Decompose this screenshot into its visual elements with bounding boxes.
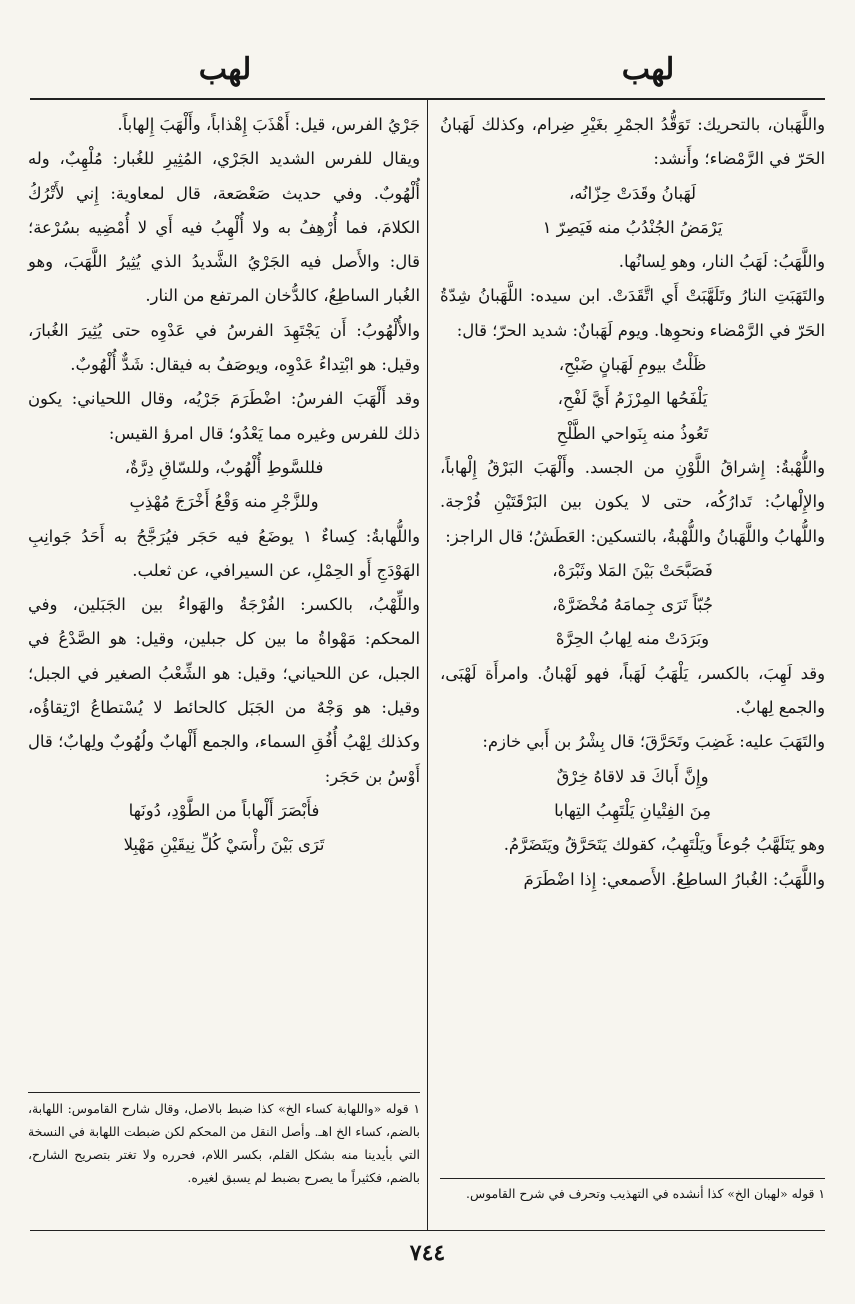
poetry-verse (440, 760, 825, 829)
header-word-right: لهب (621, 52, 675, 87)
verse-line: تَعُوذُ منه بِنَواحي الطَّلْحِ (556, 423, 709, 443)
entry-paragraph: ويقال للفرس الشديد الجَرْي، المُثِيرِ للغُبار: مُلْهِبٌ، وله أُلْهُوبٌ. وفي حديث صَعْصَعة، قال لمعاوية: إِني لأَتْرُكُ الكلامَ، فما أُرْهِفُ به ولا أُلْهِبُ فيه أَي لا أُمْضِيه بسُرْعة؛ قال: والأَصل فيه الجَرْيُ الشَّديدُ الذي يُثِيرُ اللَّهَبَ، وهو الغُبار الساطِعُ، كالدُّخان المرتفع من النار. (28, 149, 420, 306)
header-word-left: لهب (198, 52, 252, 87)
entry-paragraph: واللِّهْبُ، بالكسر: الفُرْجَةُ والهَواءُ بين الجَبَلين، وفي المحكم: مَهْواةُ ما بين كل جبلين، وقيل: هو الصَّدْعُ في الجبل، عن اللحياني؛ وقيل: هو الشِّعْبُ الصغير في الجبل؛ وقيل: هو وَجْهٌ من الجَبَل كالحائط لا يُسْتطاعُ ارْتِقاؤُه، وكذلك لِهْبُ أُفُقِ السماء، والجمع أَلْهابٌ ولُهُوبٌ ولِهابٌ؛ قال أَوْسُ بن حَجَر: (28, 595, 420, 786)
verse-line: لَهَبانُ وقَدَتْ حِزّانُه، (568, 183, 697, 203)
footnote-left: ١ قوله «واللهابة كساء الخ» كذا ضبط بالاصل، وقال شارح القاموس: اللهابة، بالضم، كساء الخ اهـ. وأصل النقل من المحكم لكن ضبطت اللهابة في النسخة التي بأيدينا منه بشكل القلم، بكسر اللام، فحرره ولا تغتر بتصريح الشارح، بالضم، فكثيراً ما يصرح بضبط لم يسبق لغيره. (28, 1101, 420, 1185)
footnote-rule-right (440, 1178, 825, 1179)
verse-line: فأَبْصَرَ أَلْهاباً من الطَّوْدِ، دُونَها (128, 800, 320, 820)
footnote-rule-left (28, 1092, 420, 1093)
entry-paragraph: جَرْيُ الفرس، قيل: أَهْذَبَ إِهْذاباً، وأَلْهَبَ إِلهاباً. (117, 115, 420, 134)
verse-line: تَرَى بَيْنَ رأْسَيْ كُلِّ نِيقَيْنِ مَهْبِلا (123, 835, 325, 855)
footnote-right: ١ قوله «لهبان الخ» كذا أنشده في التهذيب وتحرف في شرح القاموس. (466, 1186, 825, 1201)
bottom-rule (30, 1230, 825, 1231)
entry-paragraph: والأُلْهُوبُ: أَن يَجْتَهِدَ الفرسُ في عَدْوِه حتى يُثِيرَ الغُبارَ، وقيل: هو ابْتِداءُ عَدْوِه، ويوصَفُ به فيقال: شَدٌّ أُلْهُوبٌ. (28, 320, 420, 375)
entry-paragraph: والتَهَبَتِ النارُ وتَلَهَّبَتْ أَي اتَّقَدَتْ. ابن سيده: اللَّهَبانُ شِدّةُ الحَرّ في الرَّمْضاء ونحوِها. ويوم لَهَبانٌ: شديد الحرّ؛ قال: (440, 286, 825, 340)
entry-paragraph: واللَّهَبُ: لَهَبُ النار، وهو لِسانُها. (618, 252, 825, 272)
verse-line: مِنَ الفِتْيانِ يَلْتَهِبُ التِهابا (554, 800, 711, 820)
verse-line: وللزَّجْرِ منه وَقْعُ أَخْرَجَ مُهْذِبِ (129, 492, 319, 512)
verse-line: وإِنَّ أَباكَ قد لاقاهُ خِرْقٌ (556, 766, 709, 786)
poetry-verse (28, 794, 420, 863)
poetry-verse (440, 177, 825, 246)
verse-line: يَرْمَضُ الجُنْدُبُ منه فَيَصِرّ ١ (542, 217, 723, 237)
entry-paragraph: والتَهَبَ عليه: غَضِبَ وتَحَرَّقَ؛ قال بِشْرُ بن أَبي خازم: (482, 732, 825, 752)
entry-paragraph: وقد أَلْهَبَ الفرسُ: اضْطَرَمَ جَرْيُه، وقال اللحياني: يكون ذلك للفرس وغيره مما يَعْدُو؛ قال امرؤ القيس: (28, 389, 420, 443)
column-divider (427, 100, 428, 1230)
page-number: ٧٤٤ (409, 1240, 446, 1266)
verse-line: فَصَبَّحَتْ بَيْنَ المَلا وثَبْرَهْ، (552, 560, 713, 580)
entry-paragraph: وهو يَتَلَهَّبُ جُوعاً ويَلْتَهِبُ، كقولك يَتَحَرَّقُ ويَتَضَرَّمُ. (503, 835, 825, 855)
right-column (440, 108, 825, 897)
verse-line: فللسَّوطِ أُلْهُوبٌ، وللسّاقِ دِرَّةٌ، (124, 457, 324, 477)
entry-paragraph: وقد لَهِبَ، بالكسر، يَلْهَبُ لَهَباً، فهو لَهْبانُ. وامرأَة لَهْبَى، والجمع لِهابٌ. (440, 663, 825, 718)
poetry-verse (28, 451, 420, 520)
verse-line: وبَرَدَتْ منه لِهابُ الحِرَّهْ (555, 629, 710, 649)
left-column (28, 108, 420, 863)
poetry-verse (440, 348, 825, 451)
verse-line: يَلْفَحُها المِرْزَمُ أَيَّ لَفْحِ، (557, 389, 708, 409)
entry-paragraph: واللُّهابةُ: كِساءٌ ١ يوضَعُ فيه حَجَر فيُرَجَّحُ به أَحَدُ جَوانِبِ الهَوْدَجِ أَو الحِمْلِ، عن السيرافي، عن ثعلب. (28, 526, 421, 580)
verse-line: ظَلْتُ بيومِ لَهَبانٍ ضَبْحِ، (558, 355, 707, 375)
entry-paragraph: واللَّهَبان، بالتحريك: تَوَقُّدُ الجمْرِ بغَيْرِ ضِرام، وكذلك لَهَبانُ الحَرّ في الرَّمْضاء؛ وأَنشد: (440, 115, 825, 169)
entry-paragraph: واللَّهَبُ: الغُبارُ الساطِعُ. الأَصمعي: إِذا اضْطَرَمَ (523, 869, 825, 889)
verse-line: جُبّاً تَرَى جِمامَهُ مُخْضَرَّهْ، (552, 595, 713, 615)
poetry-verse (440, 554, 825, 657)
entry-paragraph: واللُّهْبةُ: إِشراقُ اللَّوْنِ من الجسد. وأَلْهَبَ البَرْقُ إِلْهاباً، والإِلْهابُ: تَدارُكُه، حتى لا يكون بين البَرْقَتَيْنِ فُرْجة. واللُّهابُ واللَّهَبانُ واللُّهْبةُ، بالتسكين: العَطَشُ؛ قال الراجز: (440, 457, 825, 546)
